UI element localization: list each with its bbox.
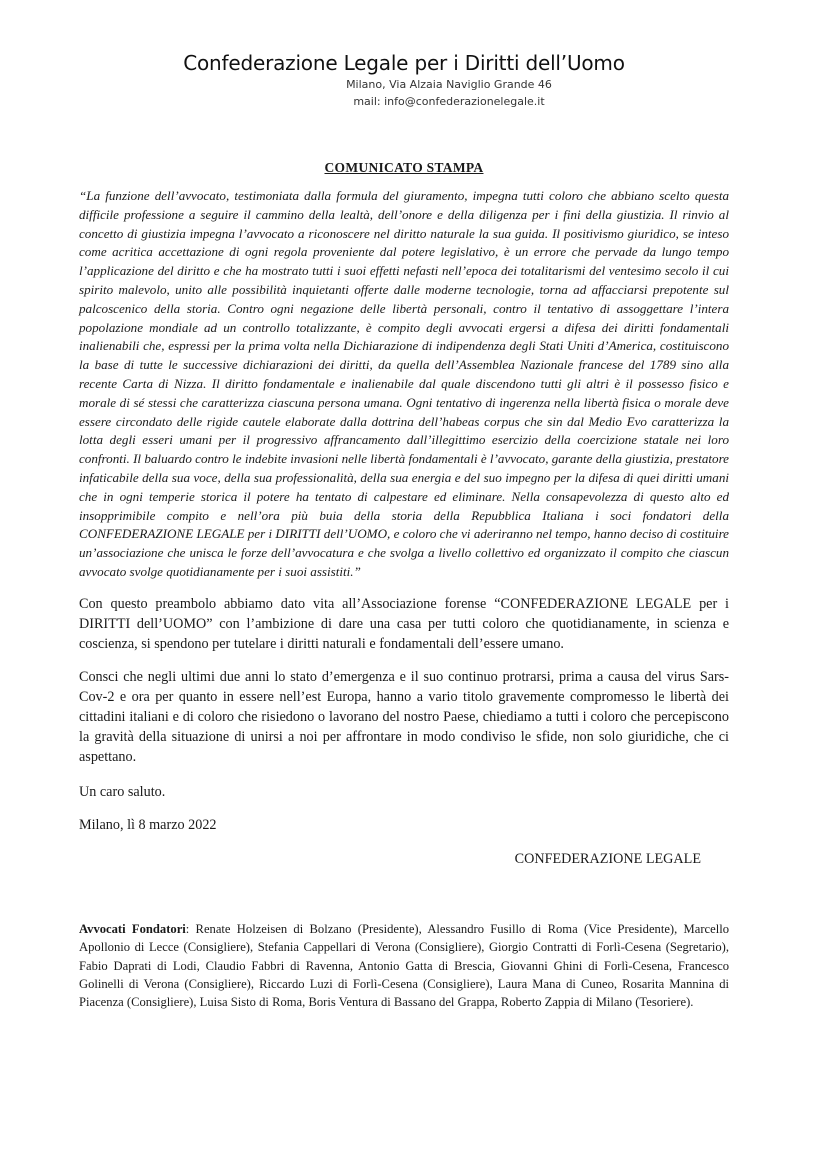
document-title: COMUNICATO STAMPA [324, 160, 484, 175]
organization-email: mail: info@confederazionelegale.it [353, 95, 545, 108]
founders-label: Avvocati Fondatori [79, 921, 186, 936]
founders-list [79, 920, 729, 1012]
date-line: Milano, lì 8 marzo 2022 [79, 816, 217, 833]
organization-address: Milano, Via Alzaia Naviglio Grande 46 [346, 78, 552, 91]
letterhead [79, 50, 729, 110]
body-paragraph: Consci che negli ultimi due anni lo stato d’emergenza e il suo continuo protrarsi, prima a causa del virus Sars-Cov-2 e ora per quanto in essere nell’est Europa, hanno a vario titolo gravemente compromesso le libertà dei cittadini italiani e di coloro che risiedono o lavorano del nostro Paese, chiediamo a tutti i coloro che percepiscono la gravità della situazione di unirsi a noi per affrontare in modo condiviso le sfide, non solo giuridiche, che ci aspettano. [79, 668, 729, 765]
founders-names: : Renate Holzeisen di Bolzano (Presidente), Alessandro Fusillo di Roma (Vice Presidente), Marcello Apollonio di Lecce (Consigliere), Stefania Cappellari di Verona (Consigliere), Giorgio Contratti di Forlì-Cesena (Segretario), Fabio Daprati di Lodi, Claudio Fabbri di Ravenna, Antonio Gatta di Brescia, Giovanni Ghini di Forlì-Cesena, Francesco Golinelli di Verona (Consigliere), Riccardo Luzi di Forlì-Cesena (Consigliere), Laura Mana di Cuneo, Rosarita Mannina di Piacenza (Consigliere), Luisa Sisto di Roma, Boris Ventura di Bassano del Grappa, Roberto Zappia di Milano (Tesoriere). [79, 921, 729, 1010]
organization-name: Confederazione Legale per i Diritti dell’Uomo [183, 51, 625, 75]
body-paragraph: Con questo preambolo abbiamo dato vita all’Associazione forense “CONFEDERAZIONE LEGALE per i DIRITTI dell’UOMO” con l’ambizione di dare una casa per tutti coloro che quotidianamente, in scienza e coscienza, si spendono per tutelare i diritti naturali e fondamentali dell’essere umano. [79, 595, 729, 652]
greeting: Un caro saluto. [79, 783, 166, 800]
press-release-page [79, 0, 729, 1012]
signature: CONFEDERAZIONE LEGALE [514, 850, 701, 867]
preamble-quote: “La funzione dell’avvocato, testimoniata dalla formula del giuramento, impegna tutti coloro che abbiano scelto questa difficile professione a seguire il cammino della lealtà, dell’onore e della diligenza per i fini della giustizia. Il rinvio al concetto di giustizia impegna l’avvocato a riconoscere nel diritto naturale la sua guida. Il positivismo giuridico, se inteso come acritica accettazione di ogni regola proveniente dal potere legislativo, è un errore che pervade da lungo tempo l’applicazione del diritto e che ha mostrato tutti i suoi effetti nefasti nell’epoca dei totalitarismi del ventesimo secolo il cui spirito malevolo, unito alle possibilità inquietanti offerte dalle moderne tecnologie, torna ad affacciarsi prepotente sul palcoscenico della storia. Contro ogni negazione delle libertà personali, contro il tentativo di assoggettare l’intera popolazione mondiale ad un controllo totalizzante, è compito degli avvocati ergersi a difesa dei diritti fondamentali inalienabili che, espressi per la prima volta nella Dichiarazione di indipendenza degli Stati Uniti d’America, costituiscono la base di tutte le successive dichiarazioni dei diritti, da quella dell’Assemblea Nazionale francese del 1789 sino alla recente Carta di Nizza. Il diritto fondamentale e inalienabile dal quale discendono tutti gli altri è il possesso fisico e morale di sé stessi che caratterizza ciascuna persona umana. Ogni tentativo di ingerenza nella libertà fisica o morale deve essere circondato delle rigide cautele elaborate dalla dottrina dell’habeas corpus che sin dal Medio Evo caratterizza la lotta degli esseri umani per il progressivo affrancamento dall’illegittimo esercizio della coercizione statale nei loro confronti. Il baluardo contro le indebite invasioni nelle libertà fondamentali è l’avvocato, garante della giustizia, prestatore infaticabile della sua voce, della sua professionalità, della sua energia e del suo impegno per la difesa di quei diritti umani che in ogni temperie storica il potere ha tentato di calpestare ed eliminare. Nella consapevolezza di questo alto ed insopprimibile compito e nell’ora più buia della storia della Repubblica Italiana i soci fondatori della CONFEDERAZIONE LEGALE per i DIRITTI dell’UOMO, e coloro che vi aderiranno nel tempo, hanno deciso di costituire un’associazione che unisca le forze dell’avvocatura e che svolga a livello collettivo ed organizzato il compito che ciascun avvocato svolge quotidianamente per i suoi assistiti.” [79, 188, 729, 579]
